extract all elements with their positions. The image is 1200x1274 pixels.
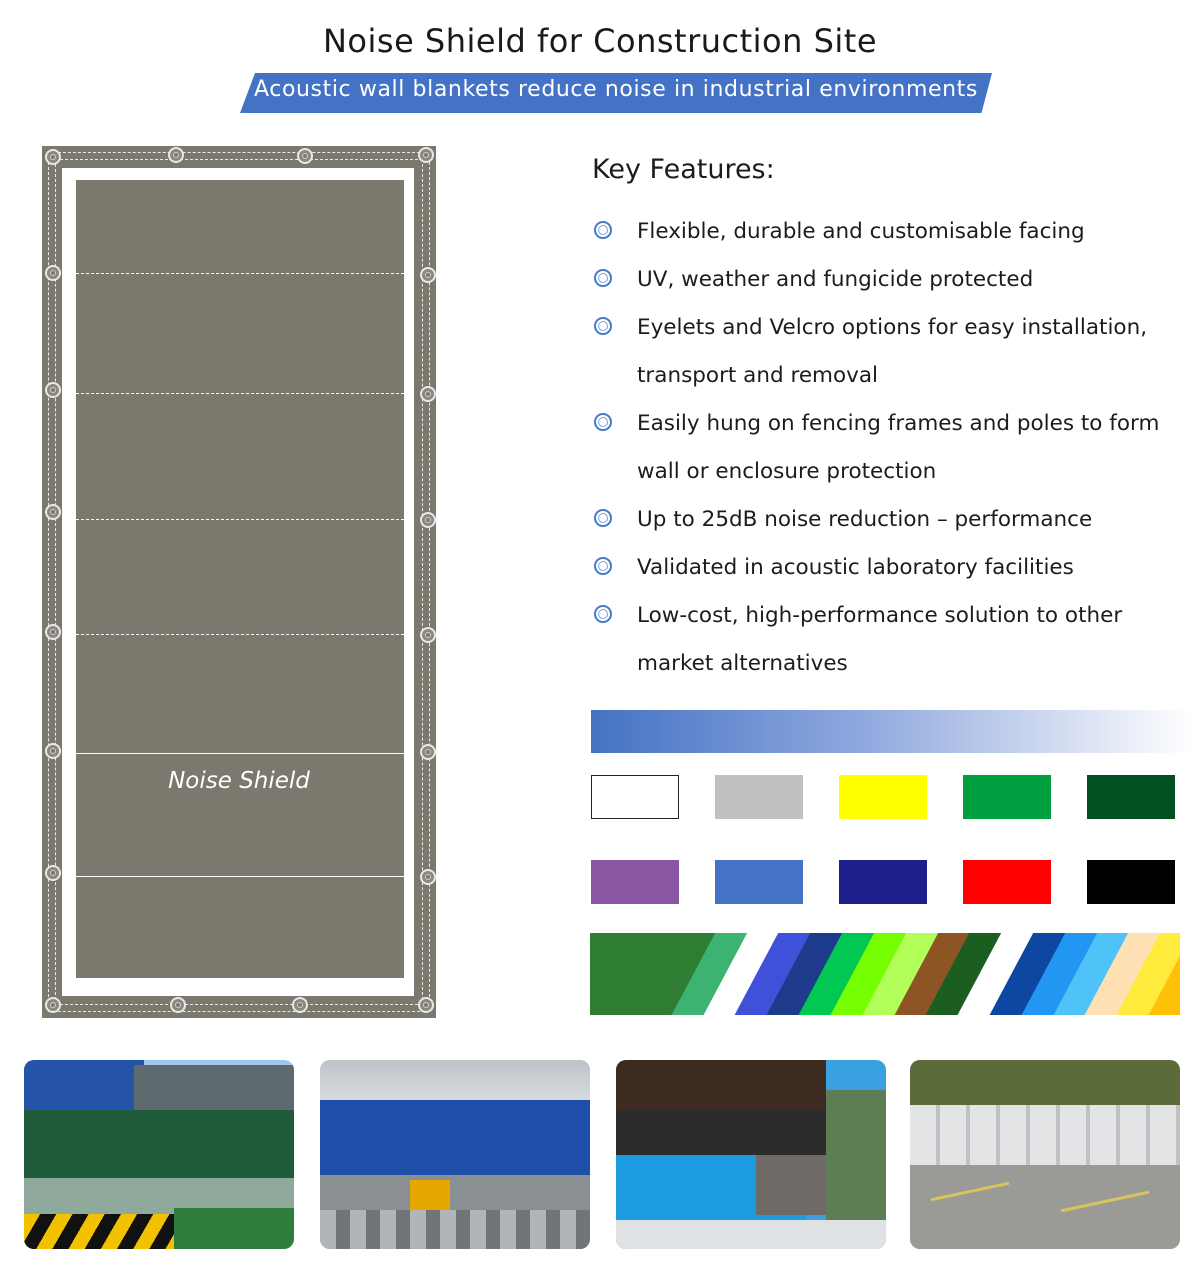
circle-bullet-icon xyxy=(594,557,612,575)
color-swatch xyxy=(591,775,679,819)
feature-text: Validated in acoustic laboratory facilities xyxy=(637,555,1074,580)
color-swatch xyxy=(963,860,1051,904)
grommet-icon xyxy=(45,382,61,398)
photo-building-panels xyxy=(616,1060,886,1249)
noise-shield-blanket-illustration xyxy=(42,146,436,1018)
grommet-icon xyxy=(418,147,434,163)
color-swatch xyxy=(963,775,1051,819)
grommet-icon xyxy=(297,148,313,164)
feature-item xyxy=(592,544,1192,592)
grommet-icon xyxy=(168,147,184,163)
circle-bullet-icon xyxy=(594,413,612,431)
feature-text: Flexible, durable and customisable facing xyxy=(637,219,1085,244)
feature-item xyxy=(592,256,1192,304)
grommet-icon xyxy=(45,997,61,1013)
circle-bullet-icon xyxy=(594,269,612,287)
feature-text: Easily hung on fencing frames and poles to form wall or enclosure protection xyxy=(637,411,1160,484)
color-swatch xyxy=(1087,860,1175,904)
feature-text: Low-cost, high-performance solution to other market alternatives xyxy=(637,603,1123,676)
feature-item xyxy=(592,400,1192,496)
grommet-icon xyxy=(45,265,61,281)
photo-green-barrier xyxy=(24,1060,294,1249)
grommet-icon xyxy=(420,512,436,528)
page-title: Noise Shield for Construction Site xyxy=(322,22,877,60)
feature-text: Eyelets and Velcro options for easy installation, transport and removal xyxy=(637,315,1148,388)
grommet-icon xyxy=(420,627,436,643)
grommet-icon xyxy=(420,869,436,885)
circle-bullet-icon xyxy=(594,509,612,527)
photo-warehouse-curtains xyxy=(320,1060,590,1249)
subtitle-text: Acoustic wall blankets reduce noise in industrial environments xyxy=(254,77,978,102)
grommet-icon xyxy=(418,997,434,1013)
panel-seam xyxy=(76,753,404,754)
color-swatch xyxy=(715,860,803,904)
photo-parking-barrier xyxy=(910,1060,1180,1249)
grommet-icon xyxy=(170,997,186,1013)
blanket-panel xyxy=(76,180,404,978)
feature-item xyxy=(592,304,1192,400)
circle-bullet-icon xyxy=(594,221,612,239)
grommet-icon xyxy=(45,504,61,520)
grommet-icon xyxy=(45,149,61,165)
grommet-icon xyxy=(292,997,308,1013)
grommet-icon xyxy=(420,744,436,760)
grommet-icon xyxy=(45,624,61,640)
feature-text: UV, weather and fungicide protected xyxy=(637,267,1034,292)
color-swatch xyxy=(839,775,927,819)
fabric-color-samples xyxy=(590,933,1180,1015)
panel-seam xyxy=(76,876,404,877)
features-list xyxy=(592,208,1192,688)
panel-seam xyxy=(76,273,404,274)
feature-item xyxy=(592,208,1192,256)
feature-item xyxy=(592,592,1192,688)
panel-seam xyxy=(76,634,404,635)
circle-bullet-icon xyxy=(594,317,612,335)
blanket-label: Noise Shield xyxy=(168,768,310,794)
gradient-divider xyxy=(591,710,1191,753)
feature-item xyxy=(592,496,1192,544)
grommet-icon xyxy=(420,267,436,283)
grommet-icon xyxy=(45,743,61,759)
color-swatch xyxy=(1087,775,1175,819)
grommet-icon xyxy=(420,386,436,402)
features-heading: Key Features: xyxy=(592,154,775,185)
color-swatch xyxy=(591,860,679,904)
grommet-icon xyxy=(45,865,61,881)
panel-seam xyxy=(76,393,404,394)
feature-text: Up to 25dB noise reduction – performance xyxy=(637,507,1093,532)
color-swatch xyxy=(839,860,927,904)
color-swatch xyxy=(715,775,803,819)
circle-bullet-icon xyxy=(594,605,612,623)
panel-seam xyxy=(76,519,404,520)
